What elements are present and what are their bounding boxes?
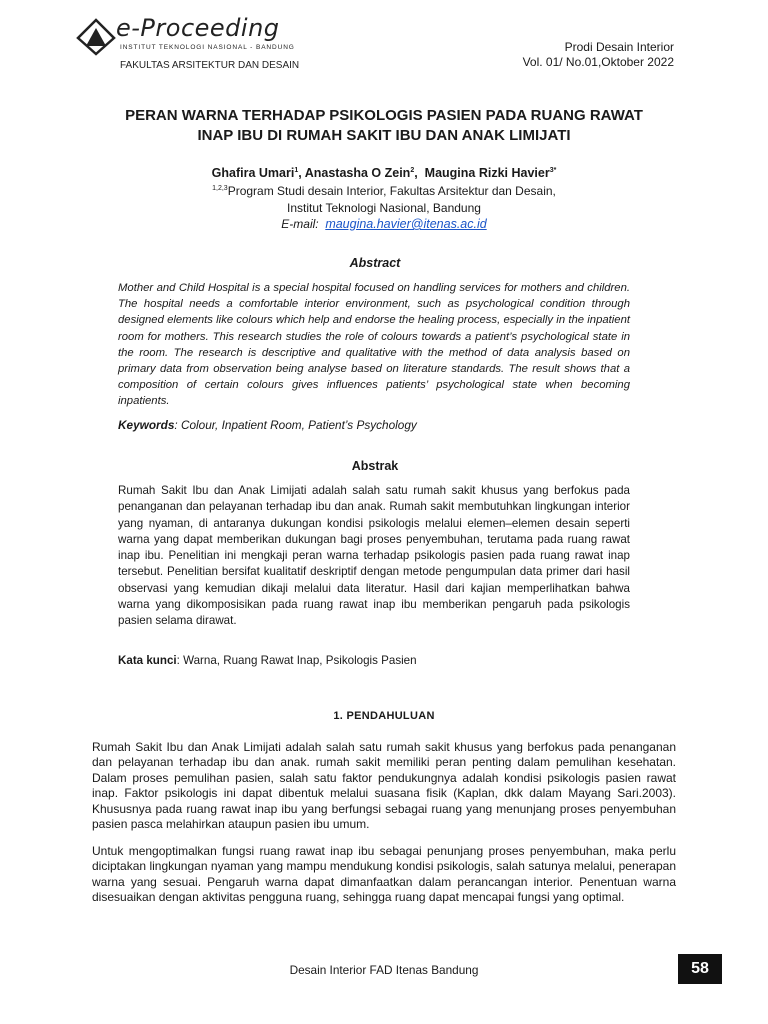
abstract-text: Mother and Child Hospital is a special hospital focused on handling services for mothers and children. The hospital needs a comfortable interior environment, such as psychological condition through designed elements like colours which help and endorse the healing process, especially in the inpatient room for mothers. This research studies the role of colours towards a patient’s psychological state in the room. The research is descriptive and qualitative with the method of data analysis based on primary data from observation being analyse based on literature standards. The result shows that a composition of certain colours gives influences patients’ psychological state when becoming inpatients.	[118, 282, 630, 408]
abstrak-text: Rumah Sakit Ibu dan Anak Limijati adalah salah satu rumah sakit khusus yang berfokus pada penanganan dan pelayanan terhadap ibu dan anak. Rumah sakit membutuhkan lingkungan interior yang nyaman, di antaranya dukungan kondisi psikologis melalui elemen–elemen desain seperti warna yang dapat memberikan dukungan bagi proses penyembuhan, terutama pada ruang rawat inap ibu. Penelitian ini mengkaji peran warna terhadap psikologis pasien pada ruang rawat inap tersebut. Penelitian bersifat kualitatif deskriptif dengan metode pengumpulan data primer dari hasil observasi yang kemudian dikaji melalui data literatur. Hasil dari kajian memperlihatkan bahwa warna yang dikomposisikan pada ruang rawat inap ibu memberikan pengaruh pada psikologis pasien selama dirawat.	[118, 484, 630, 628]
pyramid-logo-icon	[76, 18, 116, 56]
kata-kunci-label: Kata kunci	[118, 654, 177, 667]
paper-title: PERAN WARNA TERHADAP PSIKOLOGIS PASIEN PADA RUANG RAWAT INAP IBU DI RUMAH SAKIT IBU DAN ANAK LIMIJATI	[125, 107, 643, 144]
affiliation	[120, 183, 648, 217]
kata-kunci-line	[118, 654, 630, 667]
affiliation-sup: 1,2,3	[212, 185, 228, 192]
email-label: E-mail:	[281, 217, 319, 231]
affiliation-line-1: Program Studi desain Interior, Fakultas Arsitektur dan Desain,	[227, 184, 556, 198]
volume-info: Vol. 01/ No.01,Oktober 2022	[522, 55, 674, 69]
logo-subtitle: INSTITUT TEKNOLOGI NASIONAL - BANDUNG	[120, 44, 295, 51]
body-paragraph-1: Rumah Sakit Ibu dan Anak Limijati adalah salah satu rumah sakit khusus yang berfokus pada penanganan dan pelayanan terhadap ibu dan anak. rumah sakit memiliki peran penting dalam pemulihan kesehatan. Dalam proses pemulihan pasien, salah satu faktor pendukungnya adalah kondisi psikologis pasien rawat inap. Faktor psikologis ini dapat dibentuk melalui suasana fisik (Kaplan, dkk dalam Mayang Sari.2003). Khususnya pada ruang rawat inap ibu yang berfungsi sebagai ruang yang menunjang proses penyembuhan pasien pasca melahirkan ataupun pasien ibu umum.	[92, 740, 676, 832]
keywords-values: : Colour, Inpatient Room, Patient’s Psychology	[174, 418, 417, 432]
affiliation-line-2: Institut Teknologi Nasional, Bandung	[287, 201, 481, 215]
email-link[interactable]: maugina.havier@itenas.ac.id	[325, 217, 487, 231]
author-3: Maugina Rizki Havier	[424, 166, 550, 180]
section-heading: 1. PENDAHULUAN	[333, 710, 435, 722]
keywords-label: Keywords	[118, 418, 175, 432]
page-number: 58	[678, 954, 722, 984]
faculty-name: FAKULTAS ARSITEKTUR DAN DESAIN	[120, 60, 300, 71]
footer-text: Desain Interior FAD Itenas Bandung	[289, 963, 479, 977]
kata-kunci-values: : Warna, Ruang Rawat Inap, Psikologis Pasien	[176, 654, 417, 667]
program-name: Prodi Desain Interior	[564, 40, 674, 54]
author-2: Anastasha O Zein	[304, 166, 411, 180]
abstract-heading: Abstract	[349, 256, 401, 270]
abstrak-heading: Abstrak	[351, 459, 399, 473]
email-line	[120, 217, 648, 231]
body-paragraph-2: Untuk mengoptimalkan fungsi ruang rawat inap ibu sebagai penunjang proses penyembuhan, maka perlu diciptakan lingkungan nyaman yang mampu mendukung kondisi psikologis, salah satunya melalui, penerapan warna yang sesuai. Pengaruh warna dapat dimanfaatkan dalam perancangan interior. Penentuan warna disesuaikan dengan aktivitas pengguna ruang, sehingga ruang dapat mencapai fungsi yang optimal.	[92, 844, 676, 905]
author-1-sup: 1	[294, 166, 299, 174]
logo-title: e-Proceeding	[116, 14, 280, 42]
author-1: Ghafira Umari	[211, 166, 295, 180]
author-2-sup: 2	[410, 166, 415, 174]
keywords-line	[118, 418, 630, 432]
author-3-sup: 3*	[549, 166, 557, 174]
author-list: Ghafira Umari$^1$, Anastasha O Zein$^2$, Maugina Rizki Havier$^{3*}$	[211, 166, 557, 180]
